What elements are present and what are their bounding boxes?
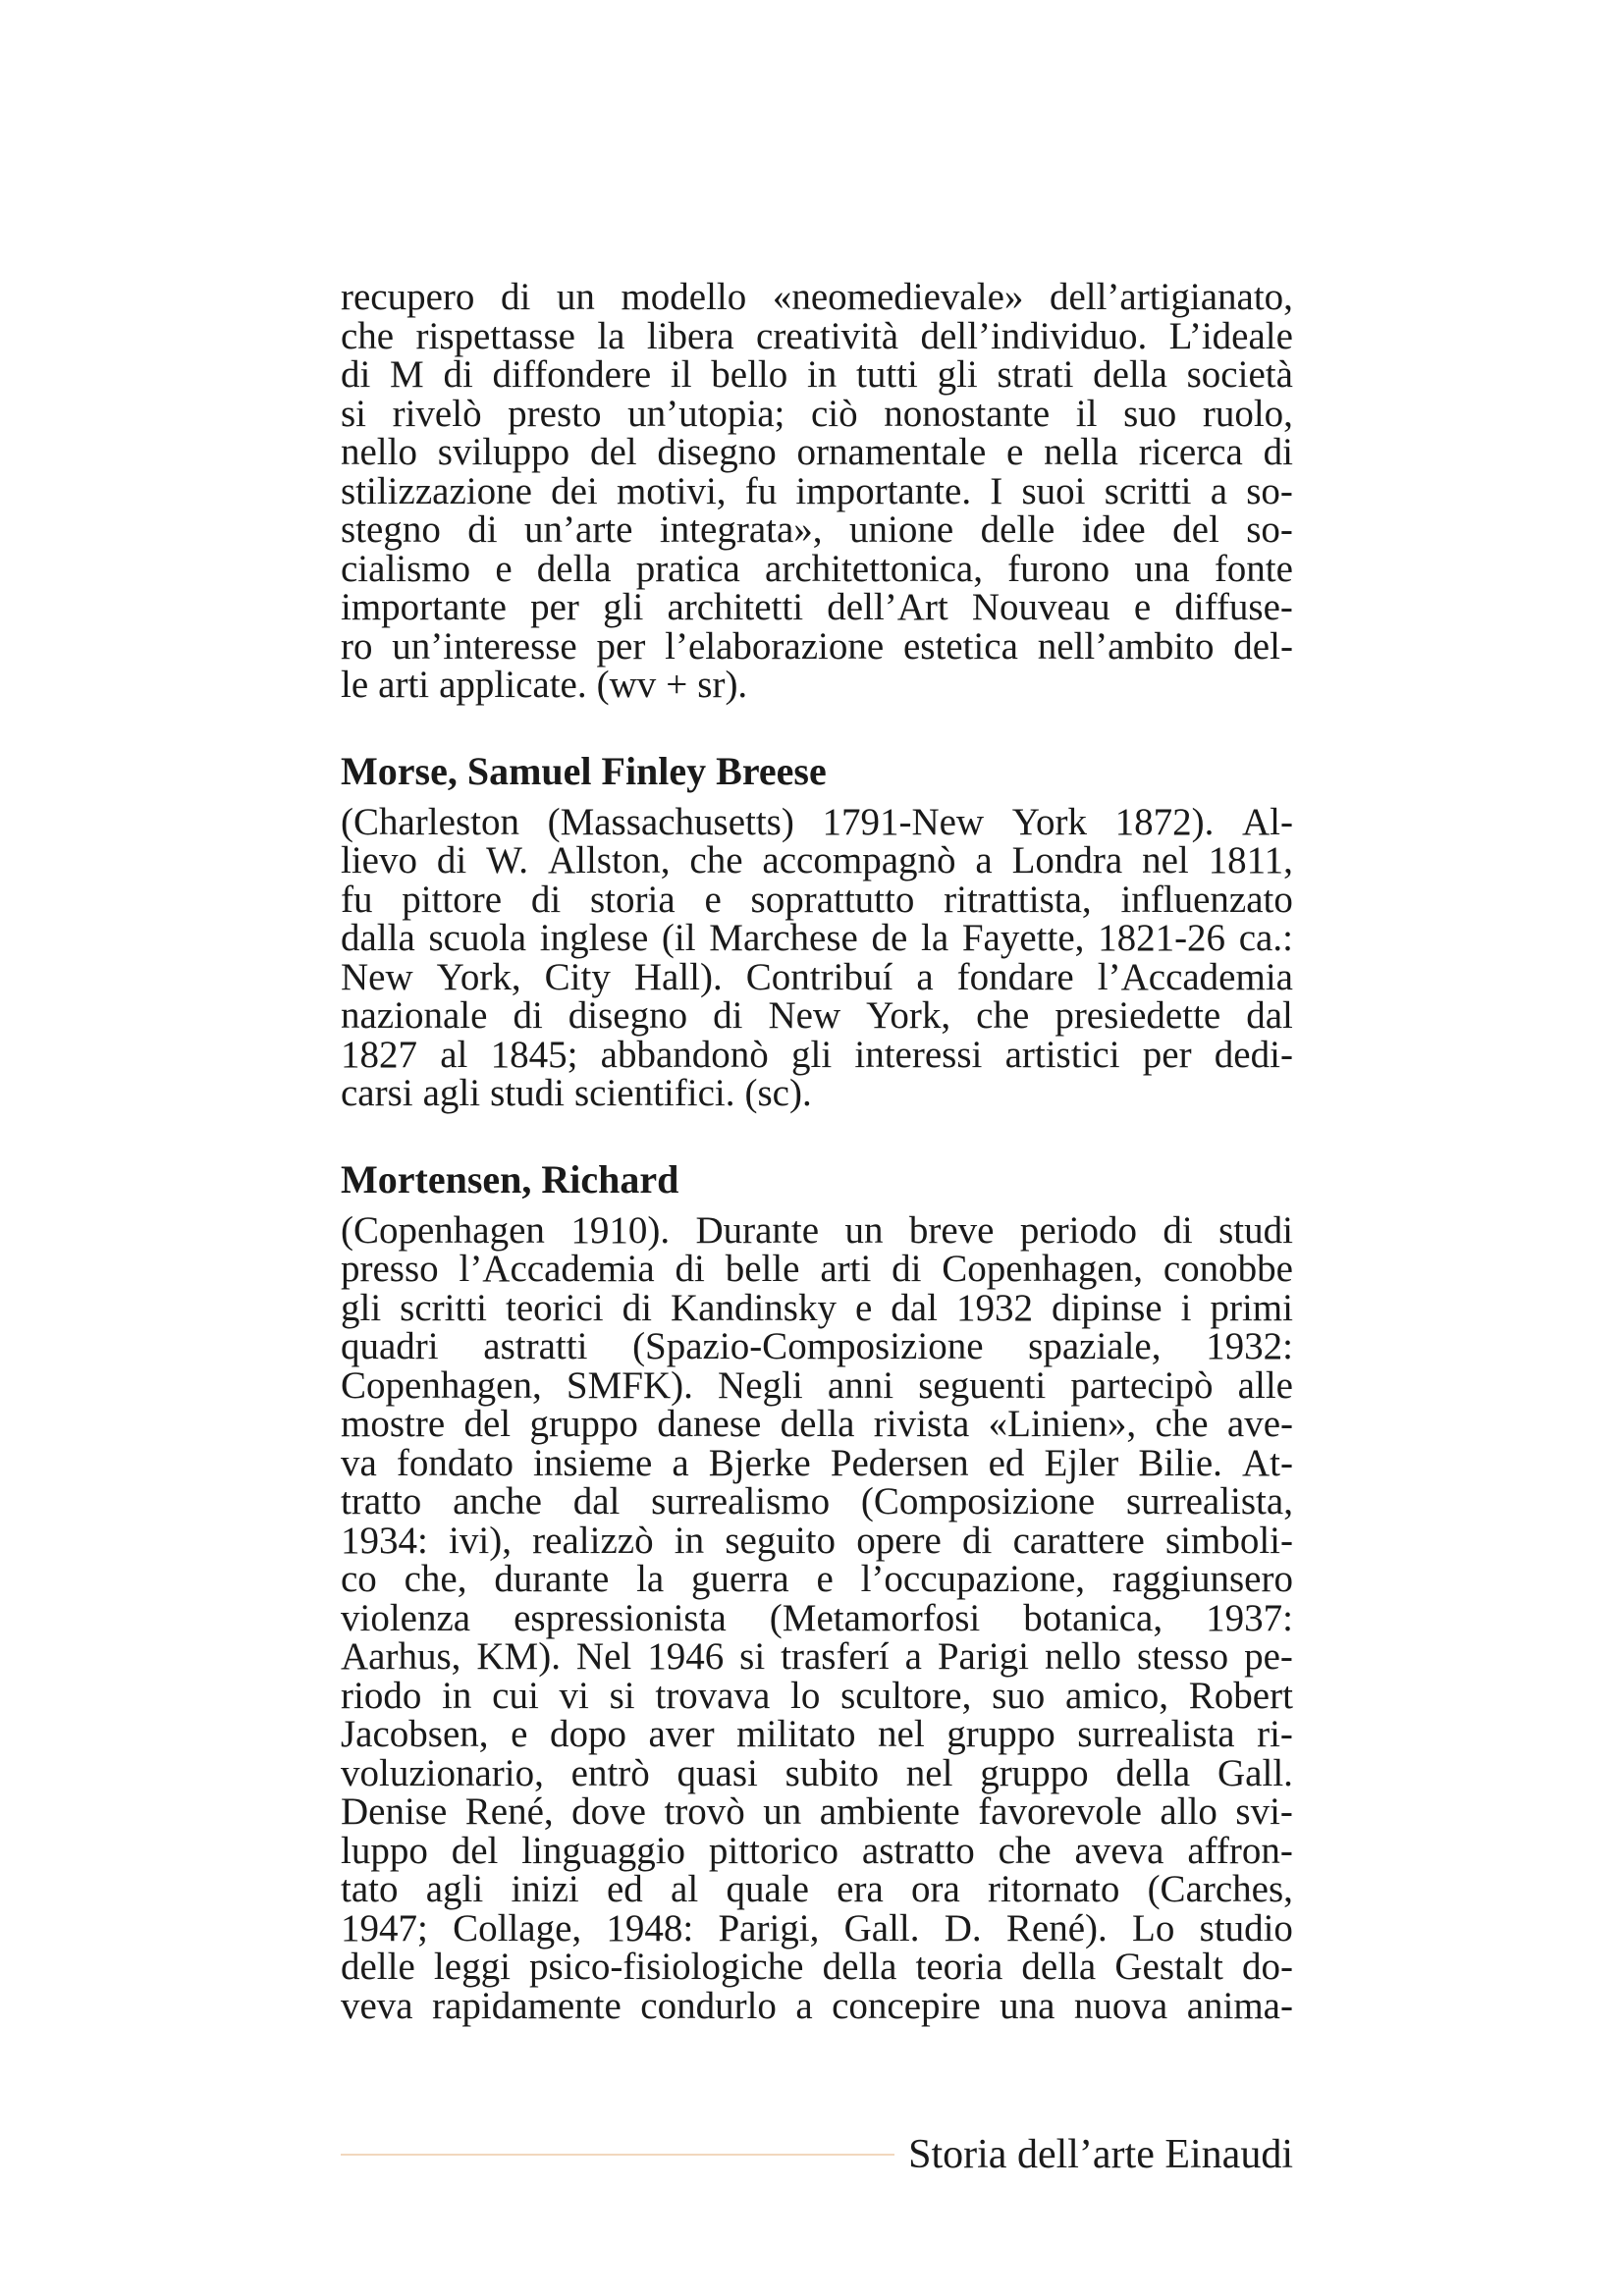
text-line: stegno di un’arte integrata», unione delle idee del so- xyxy=(341,508,1293,551)
text-line: Aarhus, KM). Nel 1946 si trasferí a Parigi nello stesso pe- xyxy=(341,1635,1293,1678)
text-line: mostre del gruppo danese della rivista «Linien», che ave- xyxy=(341,1403,1293,1445)
text-line: Copenhagen, SMFK). Negli anni seguenti partecipò alle xyxy=(341,1363,1293,1407)
text-line: carsi agli studi scientifici. (sc). xyxy=(341,1072,812,1114)
text-line: ro un’interesse per l’elaborazione estetica nell’ambito del- xyxy=(341,624,1293,667)
text-line: che rispettasse la libera creatività dell’individuo. L’ideale xyxy=(341,314,1293,357)
text-line: le arti applicate. (wv + sr). xyxy=(341,664,748,706)
text-line: veva rapidamente condurlo a concepire una nuova anima- xyxy=(341,1984,1293,2027)
text-line: cialismo e della pratica architettonica, furono una fonte xyxy=(341,547,1293,590)
text-line: co che, durante la guerra e l’occupazione, raggiunsero xyxy=(341,1558,1293,1600)
text-line: violenza espressionista (Metamorfosi botanica, 1937: xyxy=(341,1596,1293,1639)
text-line: (Charleston (Massachusetts) 1791-New York 1872). Al- xyxy=(341,800,1293,843)
text-line: 1934: ivi), realizzò in seguito opere di carattere simboli- xyxy=(341,1519,1293,1562)
page-footer xyxy=(341,2130,1293,2179)
text-line: recupero di un modello «neomedievale» dell’artigianato, xyxy=(341,276,1293,318)
footer-rule xyxy=(341,2154,894,2156)
text-line: nello sviluppo del disegno ornamentale e nella ricerca di xyxy=(341,431,1293,473)
text-line: Jacobsen, e dopo aver militato nel gruppo surrealista ri- xyxy=(341,1713,1293,1755)
text-line: (Copenhagen 1910). Durante un breve periodo di studi xyxy=(341,1208,1293,1252)
page-body xyxy=(341,278,1293,2025)
entry-mortensen xyxy=(341,1158,1293,2026)
footer-label: Storia dell’arte Einaudi xyxy=(908,2132,1293,2177)
text-line: tratto anche dal surrealismo (Composizione surrealista, xyxy=(341,1480,1293,1522)
text-line: nazionale di disegno di New York, che presiedette dal xyxy=(341,994,1293,1037)
text-line: luppo del linguaggio pittorico astratto che aveva affron- xyxy=(341,1829,1293,1872)
entry-heading: Mortensen, Richard xyxy=(341,1156,679,1201)
text-line: lievo di W. Allston, che accompagnò a Londra nel 1811, xyxy=(341,839,1293,881)
text-line: 1827 al 1845; abbandonò gli interessi artistici per dedi- xyxy=(341,1033,1293,1076)
entry-morris-continuation xyxy=(341,278,1293,705)
text-line: quadri astratti (Spazio-Composizione spaziale, 1932: xyxy=(341,1325,1293,1367)
text-line: 1947; Collage, 1948: Parigi, Gall. D. René). Lo studio xyxy=(341,1906,1293,1949)
text-line: voluzionario, entrò quasi subito nel gruppo della Gall. xyxy=(341,1751,1293,1794)
text-line: gli scritti teorici di Kandinsky e dal 1932 dipinse i primi xyxy=(341,1286,1293,1329)
text-line: delle leggi psico-fisiologiche della teoria della Gestalt do- xyxy=(341,1946,1293,1988)
text-line: va fondato insieme a Bjerke Pedersen ed Ejler Bilie. At- xyxy=(341,1441,1293,1484)
text-line: dalla scuola inglese (il Marchese de la Fayette, 1821-26 ca.: xyxy=(341,917,1293,959)
text-line: fu pittore di storia e soprattutto ritrattista, influenzato xyxy=(341,878,1293,921)
text-line: importante per gli architetti dell’Art Nouveau e diffuse- xyxy=(341,586,1293,628)
text-line: si rivelò presto un’utopia; ciò nonostante il suo ruolo, xyxy=(341,392,1293,435)
entry-morse xyxy=(341,750,1293,1113)
text-line: di M di diffondere il bello in tutti gli strati della società xyxy=(341,353,1293,396)
text-line: stilizzazione dei motivi, fu importante. I suoi scritti a so- xyxy=(341,469,1293,512)
text-line: Denise René, dove trovò un ambiente favorevole allo svi- xyxy=(341,1790,1293,1833)
text-line: tato agli inizi ed al quale era ora ritornato (Carches, xyxy=(341,1868,1293,1910)
entry-heading: Morse, Samuel Finley Breese xyxy=(341,748,827,793)
text-line: New York, City Hall). Contribuí a fondare l’Accademia xyxy=(341,955,1293,998)
text-line: riodo in cui vi si trovava lo scultore, suo amico, Robert xyxy=(341,1674,1293,1717)
text-line: presso l’Accademia di belle arti di Copenhagen, conobbe xyxy=(341,1248,1293,1290)
